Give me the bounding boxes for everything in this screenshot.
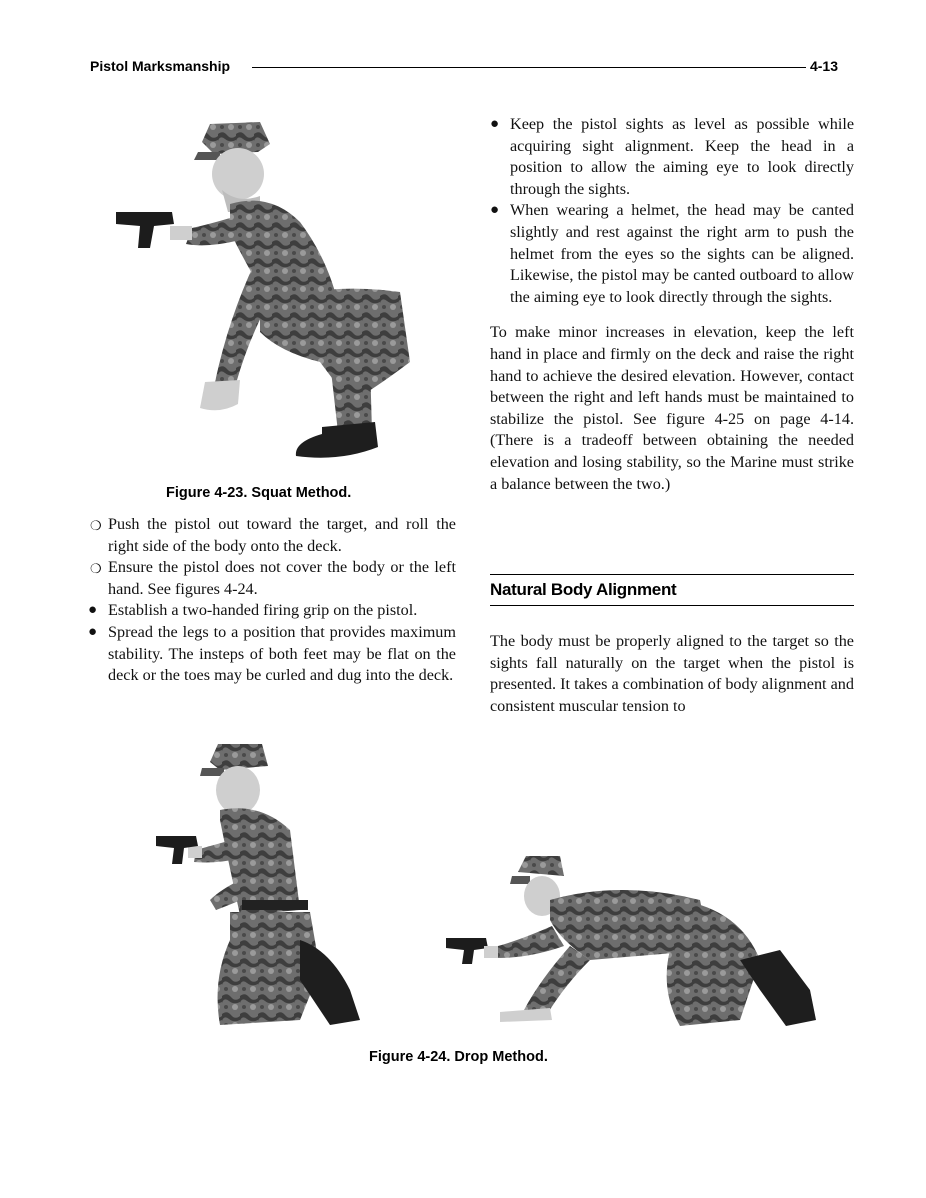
figure-drop-method-kneeling [150, 740, 380, 1025]
list-item [490, 200, 854, 308]
right-column [490, 114, 854, 495]
page-number: 4-13 [809, 58, 838, 74]
alignment-paragraph: The body must be properly aligned to the target so the sights fall naturally on the target when the pistol is presented. It takes a combination of body alignment and consistent muscular tension to [490, 632, 854, 715]
header-rule [252, 67, 806, 68]
figure-squat-method [110, 112, 430, 472]
list-item [490, 114, 854, 200]
list-item [88, 557, 456, 600]
kneeling-figure-illustration [150, 740, 380, 1025]
section-heading: Natural Body Alignment [490, 580, 677, 599]
figure-drop-method-crawl [440, 850, 830, 1030]
list-item [88, 622, 456, 687]
section-heading-box [490, 574, 854, 606]
filled-bullet-icon: ● [490, 202, 500, 219]
list-item-text: Establish a two-handed firing grip on the pistol. [108, 601, 418, 620]
filled-bullet-icon: ● [490, 116, 500, 132]
crawl-figure-illustration [440, 850, 830, 1030]
list-item-text: When wearing a helmet, the head may be canted slightly and rest against the right arm to push the helmet from the eyes so the sights can be aligned. Likewise, the pistol may be canted outboard to allow the aiming eye to look directly through the sights. [510, 201, 854, 306]
list-item-text: Keep the pistol sights as level as possible while acquiring sight alignment. Keep the head in a position to allow the aiming eye to look directly through the sights. [510, 115, 854, 198]
header-title: Pistol Marksmanship [90, 58, 231, 74]
elevation-paragraph: To make minor increases in elevation, keep the left hand in place and firmly on the deck and raise the right hand to achieve the desired elevation. However, contact between the right and left hands must be maintained to stabilize the pistol. See figure 4-25 on page 4-14. (There is a tradeoff between obtaining the needed elevation and losing stability, so the Marine must strike a balance between the two.) [490, 323, 854, 493]
hollow-bullet-icon: ❍ [90, 518, 102, 533]
filled-bullet-icon: ● [88, 623, 98, 640]
hollow-bullet-icon: ❍ [90, 561, 102, 577]
list-item-text: Spread the legs to a position that provides maximum stability. The insteps of both feet may be flat on the deck or the toes may be curled and dug into the deck. [108, 622, 456, 685]
page-header [90, 58, 838, 78]
left-column [88, 514, 456, 687]
list-item [88, 600, 456, 622]
squat-figure-illustration [110, 112, 430, 472]
figure-4-23-caption: Figure 4-23. Squat Method. [166, 485, 352, 501]
list-item-text: Ensure the pistol does not cover the body or the left hand. See figures 4-24. [108, 558, 456, 598]
figure-4-24-caption: Figure 4-24. Drop Method. [369, 1049, 548, 1065]
filled-bullet-icon: ● [88, 602, 98, 619]
list-item [88, 514, 456, 557]
list-item-text: Push the pistol out toward the target, and roll the right side of the body onto the deck. [108, 515, 456, 555]
